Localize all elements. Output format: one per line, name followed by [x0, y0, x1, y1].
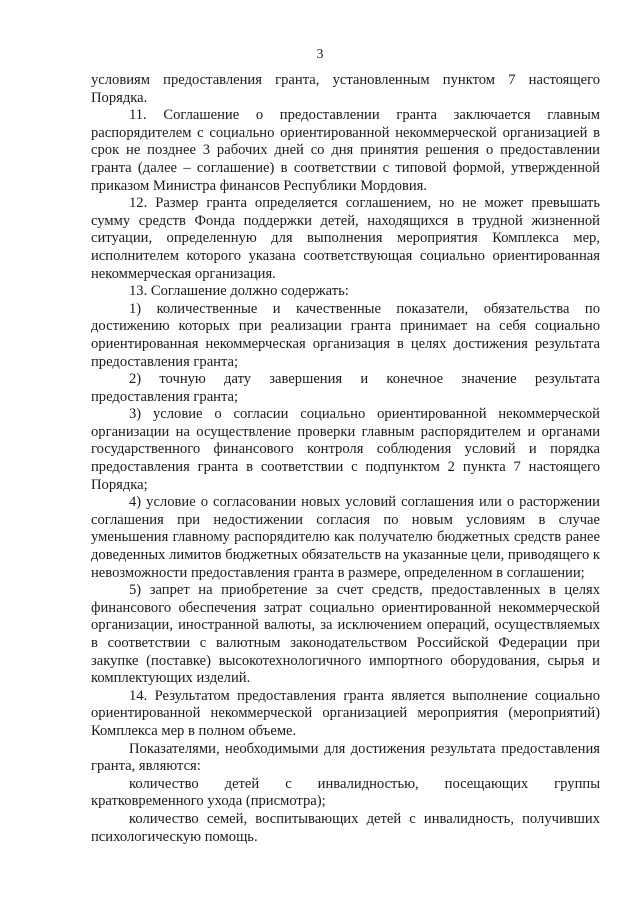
indicator-families-help: количество семей, воспитывающих детей с инвалидность, получивших психологическую помощь. — [91, 810, 600, 845]
paragraph-item-14: 14. Результатом предоставления гранта является выполнение социально ориентированной некоммерческой организацией мероприятия (мероприятий) Комплекса мер в полном объеме. — [91, 687, 600, 739]
indicators-intro: Показателями, необходимыми для достижения результата предоставления гранта, являются: — [91, 740, 600, 775]
subitem-13-4: 4) условие о согласовании новых условий соглашения или о расторжении соглашения при недостижении согласия по новым условиям в случае уменьшения главному распорядителю как получателю бюджетных средств ранее доведенных лимитов бюджетных обязательств на указанные цели, приводящего к невозможности предоставления гранта в размере, определенном в соглашении; — [91, 494, 600, 581]
paragraph-item-13: 13. Соглашение должно содержать: — [129, 283, 349, 300]
paragraph-continuation: условиям предоставления гранта, установленным пунктом 7 настоящего Порядка. — [91, 72, 600, 106]
paragraph-item-12: 12. Размер гранта определяется соглашением, но не может превышать сумму средств Фонда поддержки детей, находящихся в трудной жизненной ситуации, определенную для выполнения мероприятия Комплекса мер, исполнителем которого указана соответствующая социально ориентированная некоммерческая организация. — [91, 195, 600, 282]
subitem-13-5: 5) запрет на приобретение за счет средств, предоставленных в целях финансового обеспечения затрат социально ориентированной некоммерческой организации, иностранной валюты, за исключением операций, осуществляемых в соответствии с валютным законодательством Российской Федерации при закупке (поставке) высокотехнологичного импортного оборудования, сырья и комплектующих изделий. — [91, 582, 600, 687]
subitem-13-1: 1) количественные и качественные показатели, обязательства по достижению которых при реализации гранта принимает на себя социально ориентированная некоммерческая организация в целях достижения результата предоставления гранта; — [91, 300, 600, 370]
paragraph-item-11: 11. Соглашение о предоставлении гранта заключается главным распорядителем с социально ориентированной некоммерческой организацией в срок не позднее 3 рабочих дней со дня принятия решения о предоставлении гранта (далее – соглашение) в соответствии с типовой формой, утвержденной приказом Министра финансов Республики Мордовия. — [91, 107, 600, 194]
document-body — [91, 72, 600, 846]
subitem-13-2: 2) точную дату завершения и конечное значение результата предоставления гранта; — [91, 371, 600, 405]
indicator-children-groups: количество детей с инвалидностью, посещающих группы кратковременного ухода (присмотра); — [91, 775, 600, 810]
page-number: 3 — [316, 47, 324, 62]
subitem-13-3: 3) условие о согласии социально ориентированной некоммерческой организации на осуществление проверки главным распорядителем и органами государственного финансового контроля соблюдения условий и порядка предоставления гранта в соответствии с подпунктом 2 пункта 7 настоящего Порядка; — [91, 406, 600, 493]
